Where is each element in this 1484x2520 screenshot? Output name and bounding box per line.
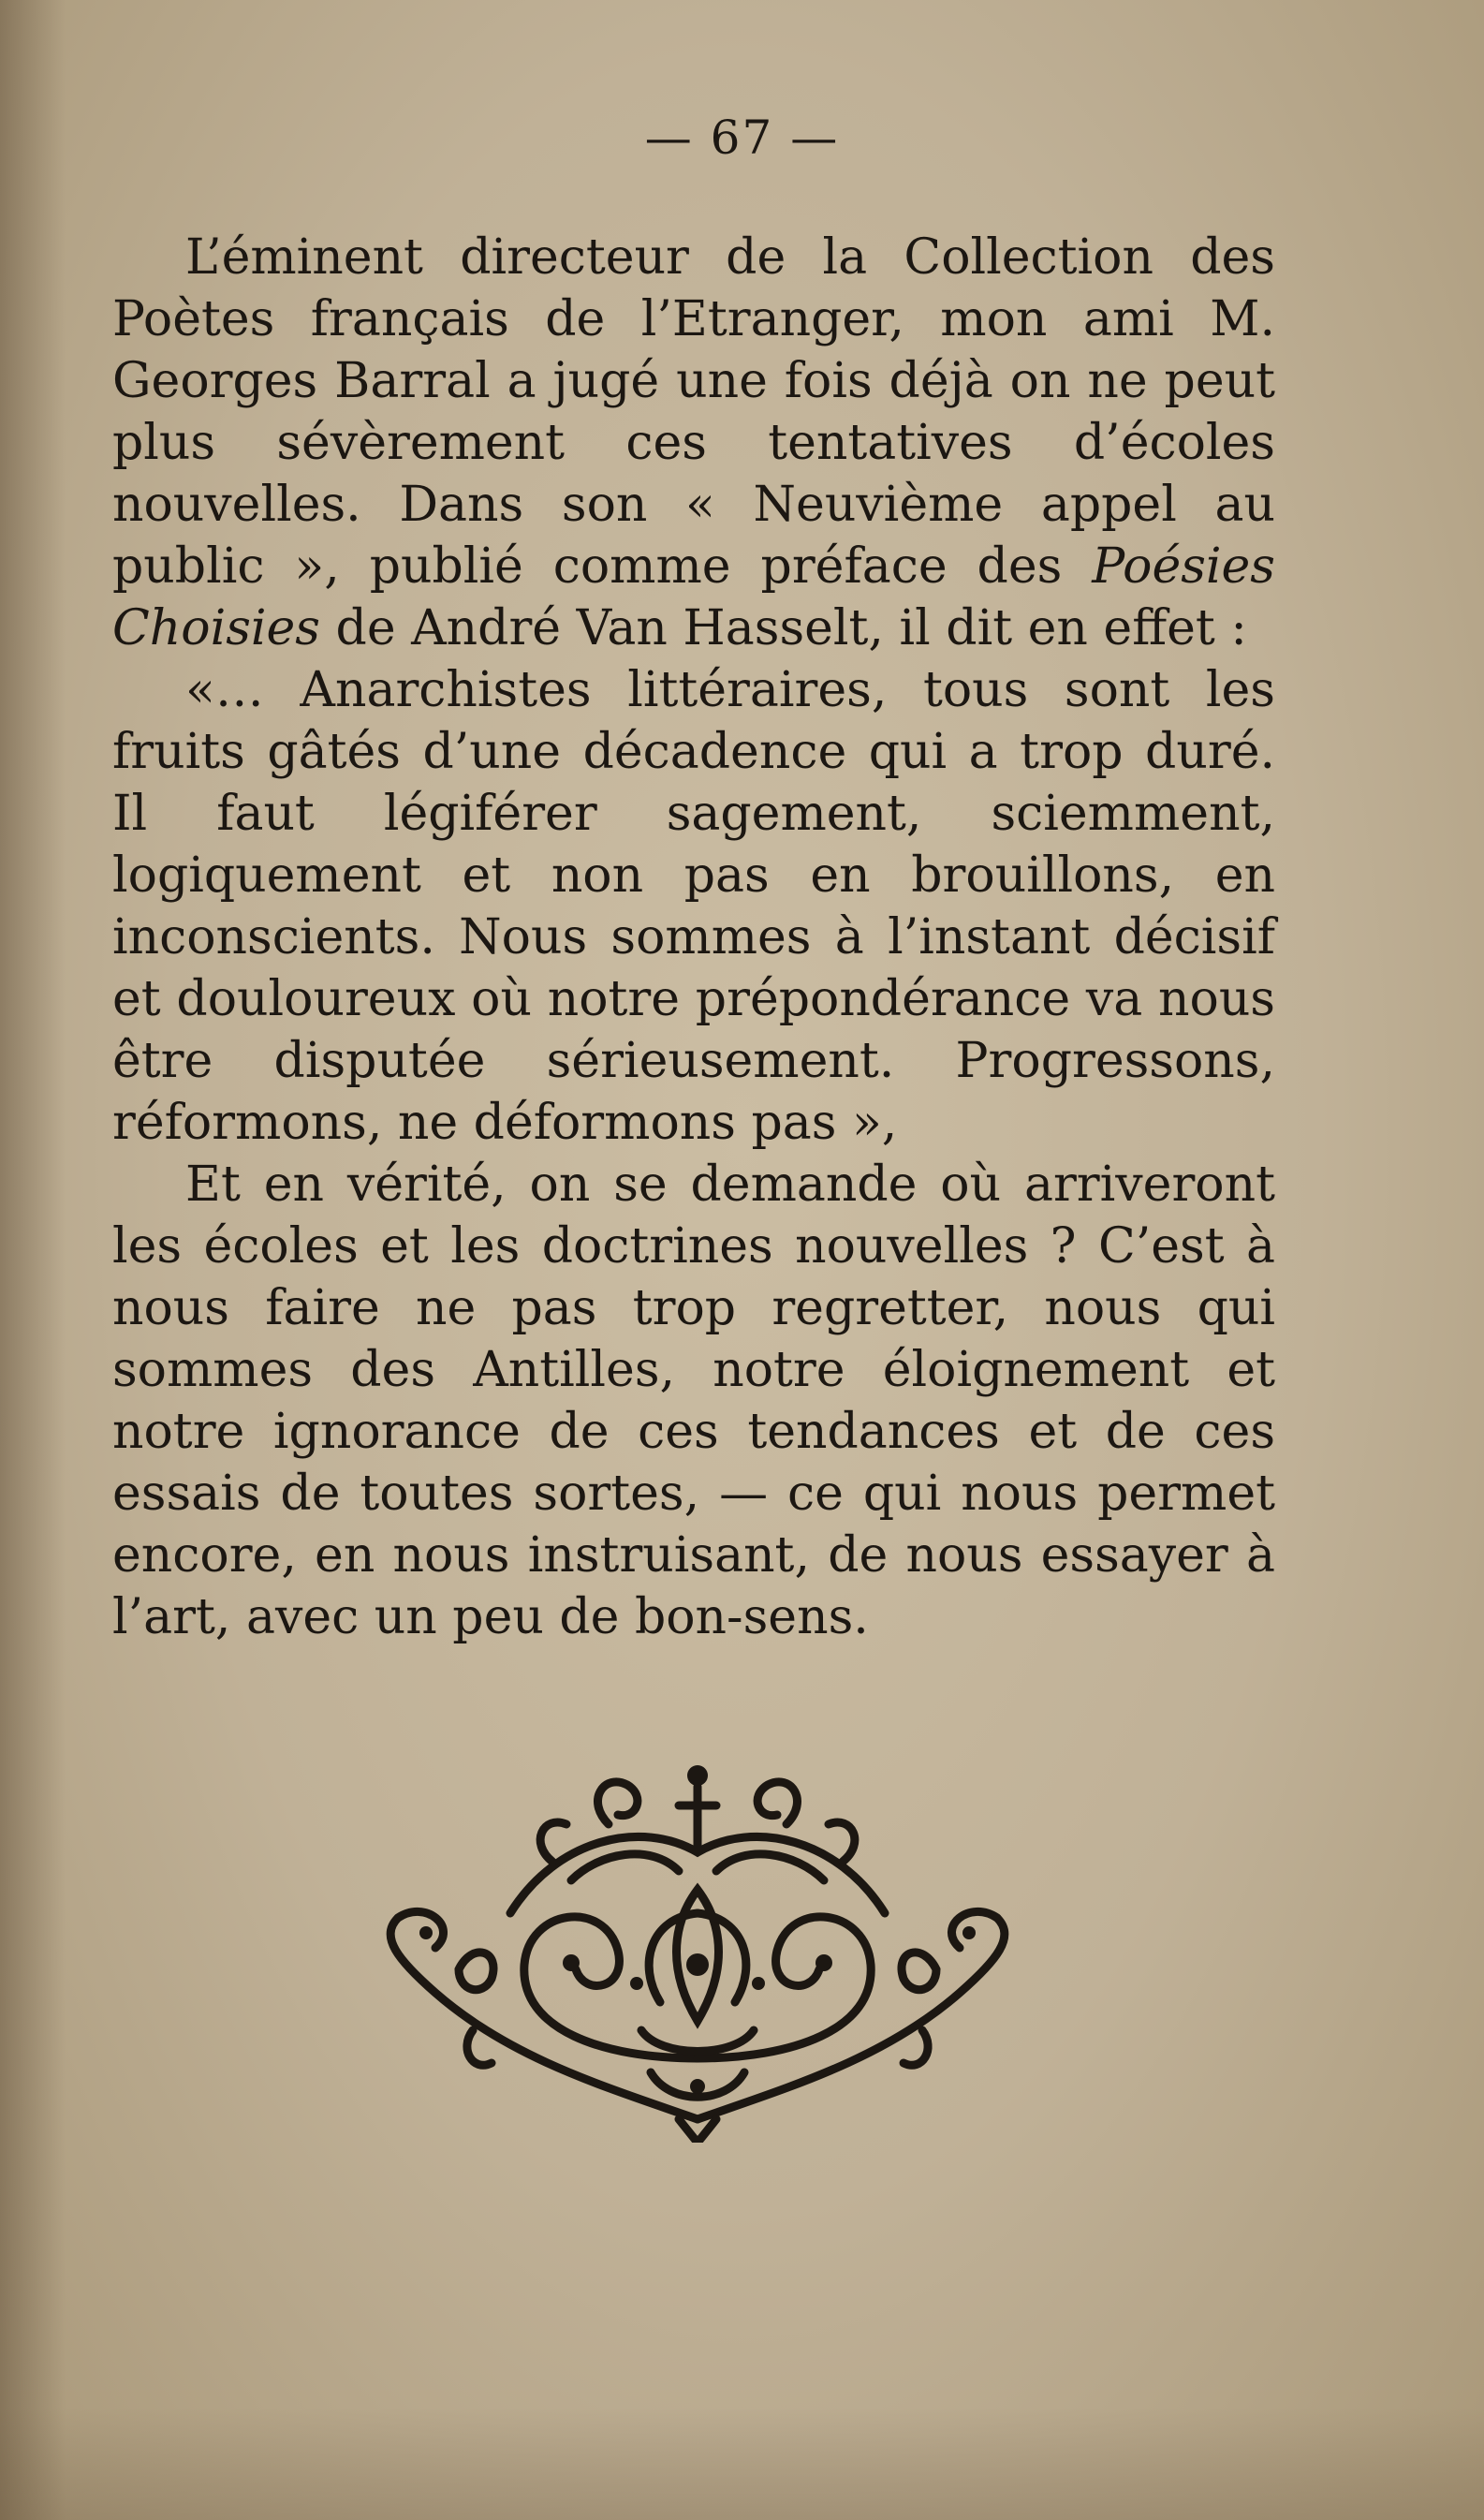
page-shadow-left <box>0 0 66 2520</box>
body-text <box>112 227 1275 1648</box>
fleuron-ornament-icon <box>370 1749 1025 2143</box>
paragraph-1-text-end: de André Van Hasselt, il dit en effet : <box>320 600 1247 656</box>
book-title: Poésies Choisies <box>112 538 1275 656</box>
paragraph-3: Et en vérité, on se demande où arriveront les écoles et les doctrines nouvelles ? C’est à nous faire ne pas trop regretter, nous qui sommes des Antilles, notre éloignement et notre ignorance de ces tendances et de ces essais de toutes sortes, — ce qui nous permet encore, en nous instruisant, de nous essayer à l’art, avec un peu de bon-sens. <box>112 1157 1275 1645</box>
paragraph-1 <box>112 227 1275 659</box>
paragraph-1-text-start: L’éminent directeur de la Collection des Poètes français de l’Etranger, mon ami M. Georges Barral a jugé une fois déjà on ne peut plus sévèrement ces tentatives d’écoles nouvelles. Dans son « Neuvième appel au public », publié comme préface des <box>112 229 1275 595</box>
paragraph-2-quotation: «… Anarchistes littéraires, tous sont les fruits gâtés d’une décadence qui a trop duré. Il faut légiférer sagement, sciemment, logiquement et non pas en brouillons, en inconscients. Nous sommes à l’instant décisif et douloureux où notre prépondérance va nous être disputée sérieusement. Progressons, réformons, ne déformons pas », <box>112 662 1275 1151</box>
page-number: — 67 — <box>644 111 840 165</box>
page-shadow-bottom <box>0 2408 1484 2520</box>
